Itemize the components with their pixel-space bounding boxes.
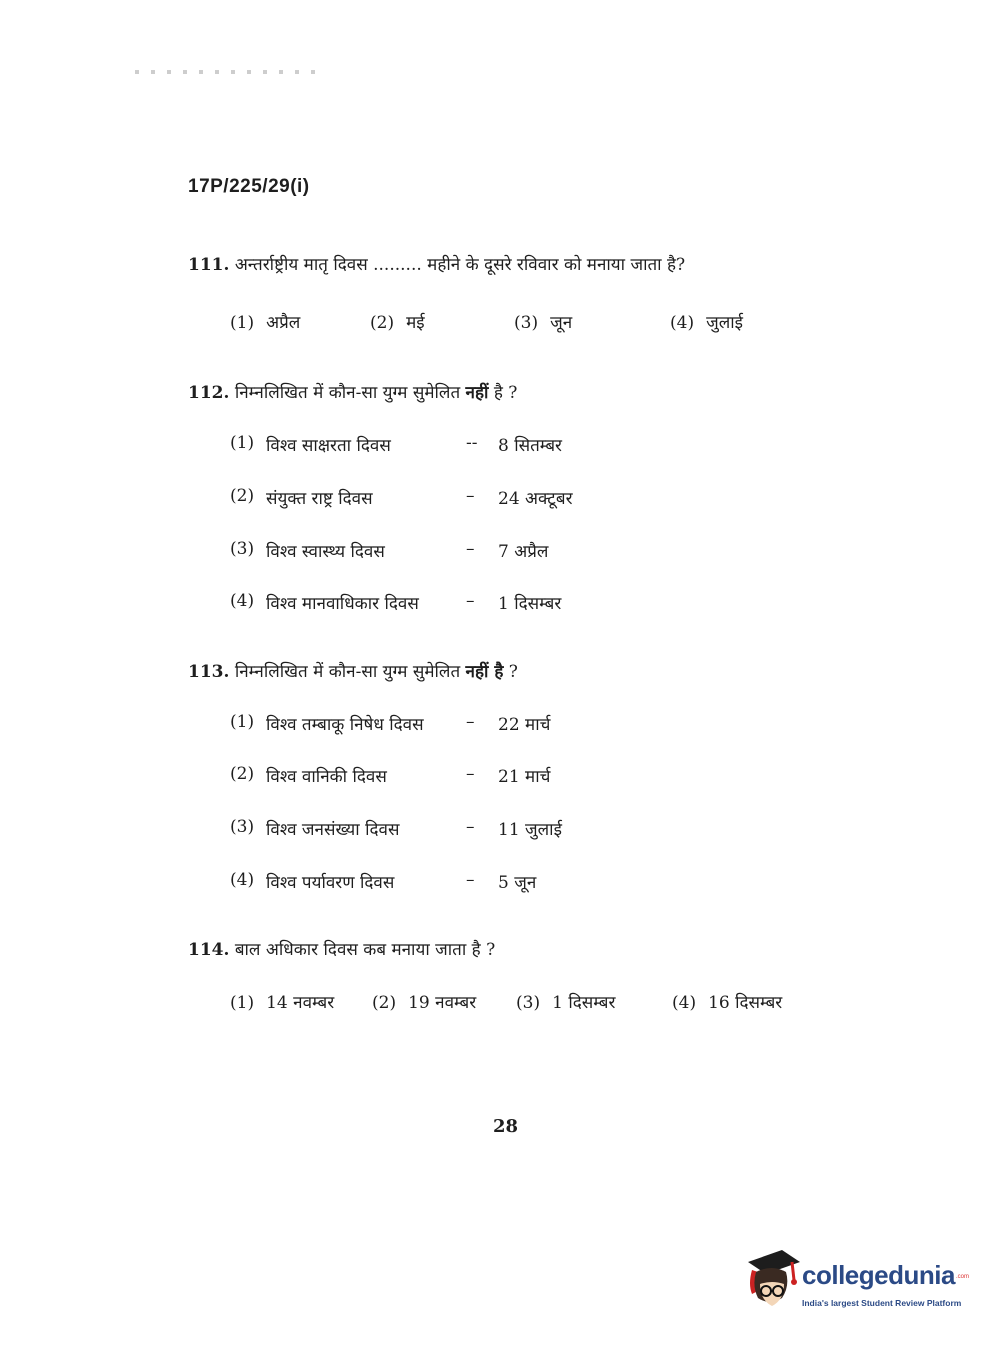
mascot-icon [742,1250,800,1312]
option-2: (2) 19 नवम्बर [372,993,477,1013]
question-111 [188,252,685,275]
question-number: 111. [188,255,230,275]
question-text: निम्नलिखित में कौन-सा युग्म सुमेलित [234,662,461,682]
option-4: (4) जुलाई [670,313,743,333]
question-text: बाल अधिकार दिवस कब मनाया जाता है ? [234,940,496,960]
page-number: 28 [493,1116,519,1137]
scan-artifact [135,70,325,74]
option-1: (1) 14 नवम्बर [230,993,335,1013]
brand-tagline: India's largest Student Review Platform [802,1298,962,1308]
brand-domain: .com [956,1274,970,1280]
option-1: (1) अप्रैल [230,313,301,333]
question-113 [188,659,518,682]
question-text-end: है ? [493,383,518,403]
paper-code: 17P/225/29(i) [188,176,310,197]
option-3: (3) 1 दिसम्बर [516,993,616,1013]
question-text: अन्तर्राष्ट्रीय मातृ दिवस ......... महीने के दूसरे रविवार को मनाया जाता है? [234,255,686,275]
option-2: (2) मई [370,313,425,333]
collegedunia-logo [742,1248,972,1318]
brand-name: collegedunia [802,1260,955,1290]
option-4: (4) 16 दिसम्बर [672,993,783,1013]
question-112 [188,380,517,403]
question-number: 113. [188,662,230,682]
question-text-end: ? [508,662,518,682]
question-number: 114. [188,940,230,960]
question-text: निम्नलिखित में कौन-सा युग्म सुमेलित [234,383,461,403]
option-3: (3) जून [514,313,573,333]
question-114 [188,937,495,960]
question-emphasis: नहीं है [465,662,504,682]
question-number: 112. [188,383,230,403]
question-emphasis: नहीं [465,383,489,403]
